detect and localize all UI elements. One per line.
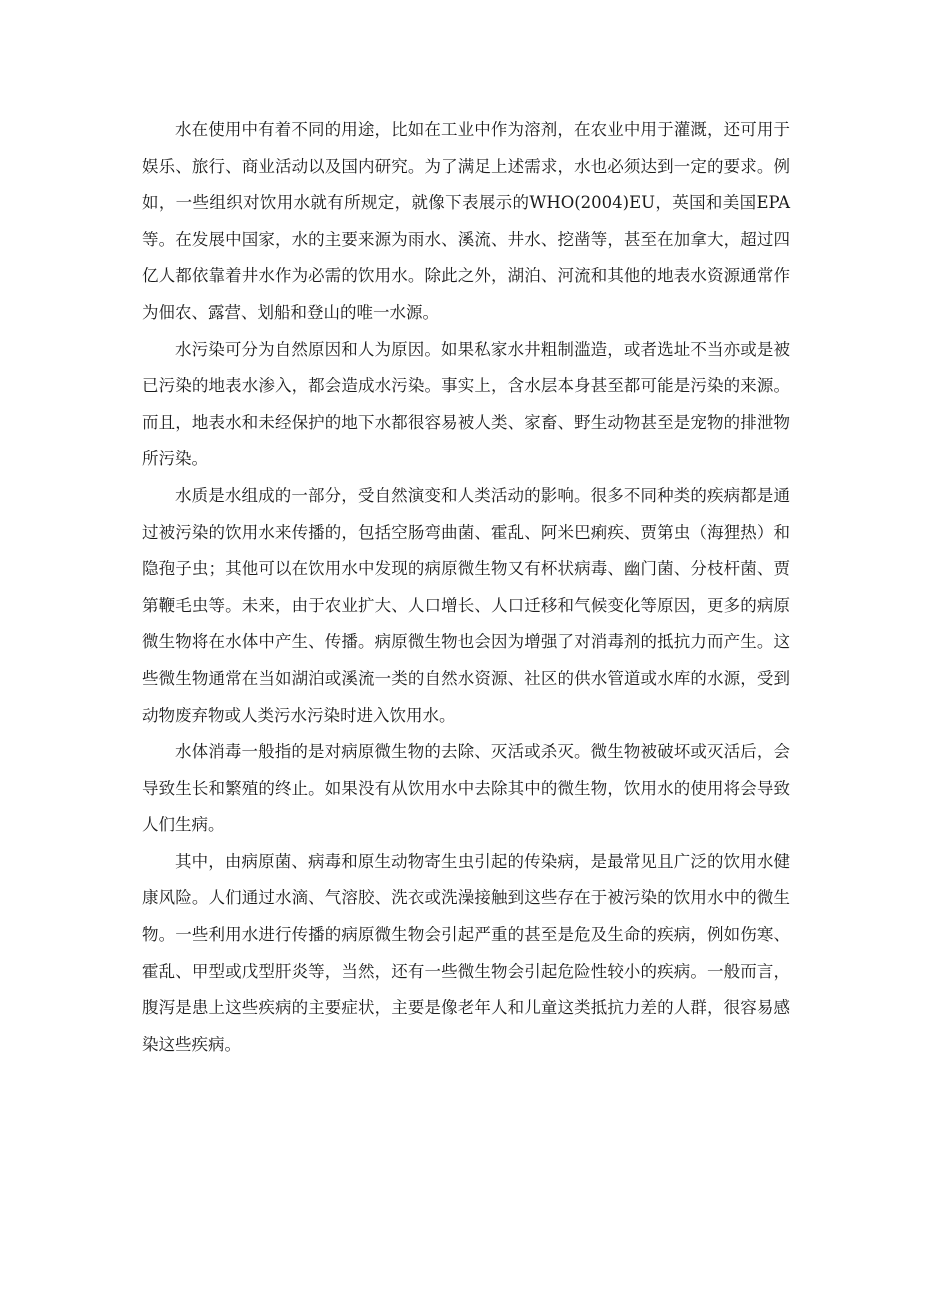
document-body xyxy=(142,112,790,1063)
paragraph-health-risks: 其中，由病原菌、病毒和原生动物寄生虫引起的传染病，是最常见且广泛的饮用水健康风险。人们通过水滴、气溶胶、洗衣或洗澡接触到这些存在于被污染的饮用水中的微生物。一些利用水进行传播的病原微生物会引起严重的甚至是危及生命的疾病，例如伤寒、霍乱、甲型或戊型肝炎等，当然，还有一些微生物会引起危险性较小的疾病。一般而言，腹泻是患上这些疾病的主要症状，主要是像老年人和儿童这类抵抗力差的人群，很容易感染这些疾病。 xyxy=(142,851,790,1054)
paragraph-water-uses: 水在使用中有着不同的用途，比如在工业中作为溶剂，在农业中用于灌溉，还可用于娱乐、旅行、商业活动以及国内研究。为了满足上述需求，水也必须达到一定的要求。例如，一些组织对饮用水就有所规定，就像下表展示的WHO(2004)EU，英国和美国EPA等。在发展中国家，水的主要来源为雨水、溪流、井水、挖凿等，甚至在加拿大，超过四亿人都依靠着井水作为必需的饮用水。除此之外，湖泊、河流和其他的地表水资源通常作为佃农、露营、划船和登山的唯一水源。 xyxy=(142,120,790,322)
paragraph-disinfection: 水体消毒一般指的是对病原微生物的去除、灭活或杀灭。微生物被破坏或灭活后，会导致生长和繁殖的终止。如果没有从饮用水中去除其中的微生物，饮用水的使用将会导致人们生病。 xyxy=(142,742,790,835)
paragraph-pollution-causes: 水污染可分为自然原因和人为原因。如果私家水井粗制滥造，或者选址不当亦或是被已污染的地表水渗入，都会造成水污染。事实上，含水层本身甚至都可能是污染的来源。而且，地表水和未经保护的地下水都很容易被人类、家畜、野生动物甚至是宠物的排泄物所污染。 xyxy=(142,339,790,469)
paragraph-water-quality: 水质是水组成的一部分，受自然演变和人类活动的影响。很多不同种类的疾病都是通过被污染的饮用水来传播的，包括空肠弯曲菌、霍乱、阿米巴痢疾、贾第虫（海狸热）和隐孢子虫；其他可以在饮用水中发现的病原微生物又有杯状病毒、幽门菌、分枝杆菌、贾第鞭毛虫等。未来，由于农业扩大、人口增长、人口迁移和气候变化等原因，更多的病原微生物将在水体中产生、传播。病原微生物也会因为增强了对消毒剂的抵抗力而产生。这些微生物通常在当如湖泊或溪流一类的自然水资源、社区的供水管道或水库的水源，受到动物废弃物或人类污水污染时进入饮用水。 xyxy=(142,485,790,725)
